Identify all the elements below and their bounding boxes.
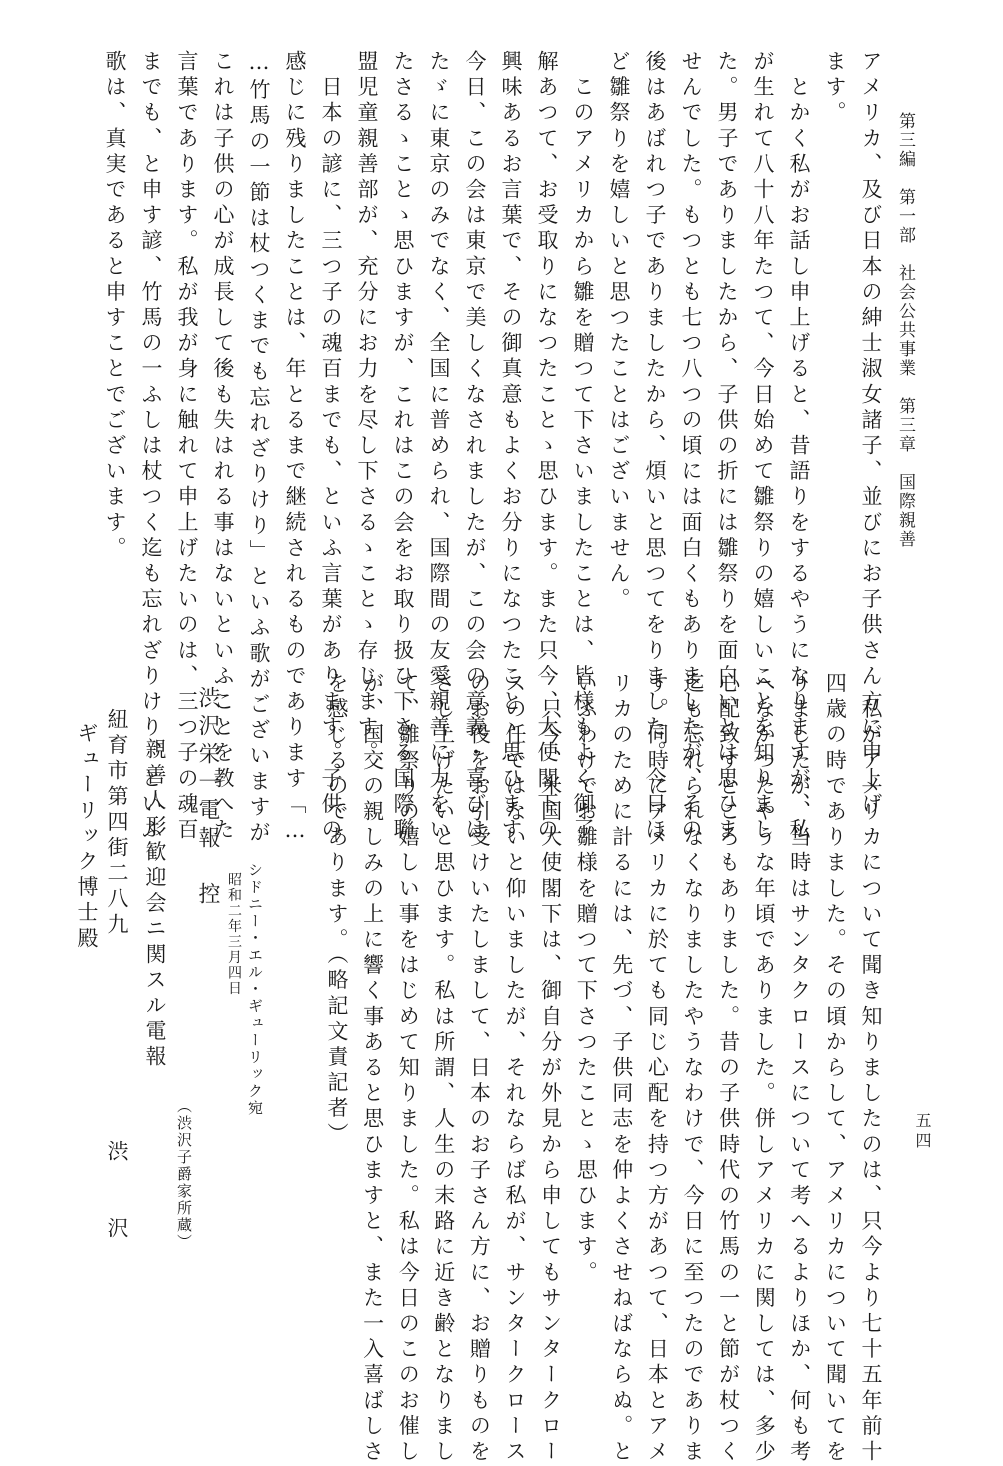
lower-body-column: さし上げたいと思ひます。私は所謂、人生の末路に近き齢となりまし — [431, 672, 456, 1466]
lower-body-column: 迄も忘れられなくなりましたやうなわけで、今日に至つたのでありま — [681, 672, 705, 1466]
lower-body-column: 心配致すところもありました。昔の子供時代の竹馬の一と節が杖つく — [716, 672, 741, 1466]
lower-body-column: のお役をお引受けいたしまして、日本のお子さん方に、お贈りものを — [467, 672, 492, 1466]
upper-body-column: とかく私がお話し申上げると、昔語りをするやうになりますが、私 — [787, 50, 811, 844]
upper-body-column: 歌は、真実であると申すことでございます。 — [103, 50, 127, 562]
lower-body-column: リカのために計るには、先づ、子供同志を仲よくさせねばならぬ。と — [609, 672, 634, 1466]
telegram-date: 昭和二年三月四日 — [226, 872, 242, 996]
telegram-sender: 渋 沢 — [105, 1140, 129, 1243]
upper-body-column: ます。 — [823, 50, 847, 127]
page-number: 五四 — [913, 1112, 932, 1152]
lower-body-column: を感じるのであります。（略記文責記者） — [325, 672, 349, 1148]
running-header: 第三編 第一部 社会公共事業 第三章 国際親善 — [895, 112, 915, 549]
upper-body-column: 感じに残りましたことは、年とるまで継続されるものであります「… — [283, 50, 307, 847]
upper-body-column: アメリカ、及び日本の紳士淑女諸子、並びにお子供さん方に申上げ — [859, 50, 883, 818]
telegram-recipient: ギューリック博士殿 — [75, 722, 99, 953]
upper-body-column: 解あつて、お受取りになつたことゝ思ひます。また只今、大使閣下の — [535, 50, 559, 844]
lower-body-column: りましたが、当時はサンタクロースについて考へるよりほか、何も考 — [787, 672, 812, 1466]
upper-body-column: までも、と申す諺、竹馬の一ふしは杖つく迄も忘れざりけり、といふ — [139, 50, 163, 844]
upper-body-column: が生れて八十八年たつて、今日始めて雛祭りの嬉しいことを知りまし — [751, 50, 775, 844]
upper-body-column: 今日、この会は東京で美しくなされましたが、この会の意義・喜びは — [463, 50, 487, 844]
upper-body-column: 後はあばれつ子でありましたから、煩いと思つてをりました。今日ほ — [643, 50, 667, 844]
upper-body-column: せんでした。もつとも七つ八つの頃には面白くもありましたが、その — [679, 50, 703, 844]
lower-body-column: いふわけでお雛様を贈つて下さつたことゝ思ひます。 — [574, 672, 599, 1287]
upper-body-column: …竹馬の一節は杖つくまでも忘れざりけり」といふ歌がございますが — [247, 50, 271, 847]
lower-body-column: へなかつたやうな年頃でありました。併しアメリカに関しては、多少 — [752, 672, 777, 1466]
lower-body-column: す。同時にアメリカに於ても同じ心配を持つ方があつて、日本とアメ — [645, 672, 670, 1466]
upper-body-column: ど雛祭りを嬉しいと思つたことはございません。 — [607, 50, 631, 614]
upper-body-column: たゞに東京のみでなく、全国に普められ、国際間の友愛親善に力をい — [427, 50, 451, 844]
lower-body-column: が、国交の親しみの上に響く事あると思ひますと、また一入喜ばしさ — [360, 672, 385, 1466]
upper-body-column: 日本の諺に、三つ子の魂百までも、といふ言葉があります。子供の — [319, 50, 343, 844]
lower-body-column: 四歳の時でありました。その頃からして、アメリカについて聞いてを — [823, 672, 848, 1466]
upper-body-column: 盟児童親善部が、充分にお力を尽し下さるゝことゝ存じます。 — [355, 50, 379, 767]
telegram-title: 渋沢栄一電報 控 — [195, 686, 220, 910]
upper-body-column: これは子供の心が成長して後も失はれる事はないといふことを教へた — [211, 50, 235, 844]
telegram-addressee: シドニー・エル・ギューリック宛 — [246, 862, 264, 1117]
lower-body-column: 私がアメリカについて聞き知りましたのは、只今より七十五年前十 — [859, 672, 883, 1466]
telegram-address: 紐育市第四街二八九 — [105, 708, 129, 939]
upper-body-column: 興味あるお言葉で、その御真意もよくお分りになつたことゝ思ひます — [499, 50, 523, 844]
lower-body-column: スの任ではないと仰いましたが、それならば私が、サンタークロース — [503, 672, 527, 1466]
upper-body-column: このアメリカから雛を贈つて下さいましたことは、皆様もよく御了 — [571, 50, 595, 844]
lower-body-column: て、雛祭りの嬉しい事をはじめて知りました。私は今日のこのお催し — [396, 672, 421, 1466]
upper-body-column: 言葉であります。私が我が身に触れて申上げたいのは、三つ子の魂百 — [175, 50, 199, 844]
telegram-source: （渋沢子爵家所蔵） — [175, 1098, 193, 1251]
upper-body-column: た。男子でありましたから、子供の折には雛祭りを面白いとは思ひま — [715, 50, 739, 844]
lower-body-column: 只今、米国大使閣下は、御自分が外見から申してもサンタークロー — [538, 672, 563, 1466]
upper-body-column: たさるゝことゝ思ひますが、これはこの会をお取り扱ひ下さる国際聯 — [391, 50, 415, 844]
telegram-subject: 親善人形歓迎会ニ関スル電報 — [143, 738, 167, 1071]
